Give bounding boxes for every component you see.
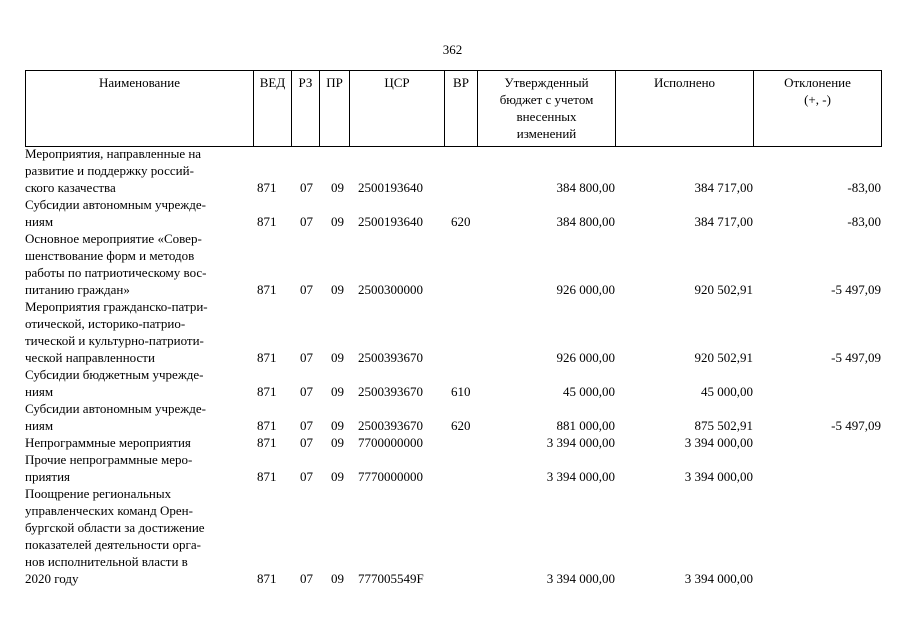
row-name [25, 145, 239, 196]
table-row [25, 400, 881, 434]
row-vr: 620 [451, 418, 471, 433]
row-done: 384 717,00 [694, 214, 753, 229]
table-row [25, 230, 881, 298]
row-vr: 620 [451, 214, 471, 229]
row-vr: 610 [451, 384, 471, 399]
row-name-line: нов исполнительной власти в [25, 554, 188, 569]
table-row [25, 196, 881, 230]
header-name: Наименование [26, 71, 254, 147]
header-ved: ВЕД [254, 71, 292, 147]
header-budget: Утвержденный бюджет с учетом внесенных изменений [478, 71, 616, 147]
row-rz: 07 [300, 435, 313, 450]
row-done: 920 502,91 [694, 350, 753, 365]
row-name-line: 2020 году [25, 571, 79, 586]
row-deviation: -5 497,09 [831, 350, 881, 365]
row-done: 384 717,00 [694, 180, 753, 195]
row-ved: 871 [257, 571, 277, 586]
row-budget: 3 394 000,00 [546, 435, 615, 450]
row-ved: 871 [257, 180, 277, 195]
row-pr: 09 [331, 469, 344, 484]
row-budget: 926 000,00 [556, 350, 615, 365]
row-name-line: Основное мероприятие «Совер- [25, 231, 202, 246]
row-name [25, 434, 239, 451]
header-pr: ПР [320, 71, 350, 147]
row-name-line: ниям [25, 384, 54, 399]
row-name [25, 451, 239, 485]
row-pr: 09 [331, 418, 344, 433]
row-csr: 7700000000 [358, 435, 423, 450]
row-ved: 871 [257, 384, 277, 399]
row-budget: 45 000,00 [563, 384, 615, 399]
row-pr: 09 [331, 571, 344, 586]
row-name-line: Прочие непрограммные меро- [25, 452, 193, 467]
row-budget: 3 394 000,00 [546, 571, 615, 586]
row-csr: 2500393670 [358, 350, 423, 365]
row-name-line: Поощрение региональных [25, 486, 172, 501]
row-done: 3 394 000,00 [684, 435, 753, 450]
table-row [25, 434, 881, 451]
row-pr: 09 [331, 282, 344, 297]
row-ved: 871 [257, 435, 277, 450]
row-rz: 07 [300, 282, 313, 297]
row-rz: 07 [300, 214, 313, 229]
row-ved: 871 [257, 350, 277, 365]
row-csr: 2500393670 [358, 384, 423, 399]
row-csr: 2500300000 [358, 282, 423, 297]
row-deviation: -5 497,09 [831, 418, 881, 433]
row-name-line: приятия [25, 469, 71, 484]
row-name-line: ческой направленности [25, 350, 155, 365]
row-name-line: бургской области за достижение [25, 520, 205, 535]
row-pr: 09 [331, 350, 344, 365]
row-budget: 3 394 000,00 [546, 469, 615, 484]
row-rz: 07 [300, 350, 313, 365]
row-budget: 926 000,00 [556, 282, 615, 297]
row-name-line: питанию граждан» [25, 282, 130, 297]
row-ved: 871 [257, 214, 277, 229]
row-name [25, 230, 239, 298]
header-vr: ВР [445, 71, 478, 147]
row-csr: 7770000000 [358, 469, 423, 484]
row-name-line: Непрограммные мероприятия [25, 435, 191, 450]
row-deviation: -83,00 [847, 214, 881, 229]
header-deviation: Отклонение (+, -) [754, 71, 882, 147]
row-done: 3 394 000,00 [684, 571, 753, 586]
row-name-line: Субсидии бюджетным учрежде- [25, 367, 204, 382]
row-done: 920 502,91 [694, 282, 753, 297]
row-csr: 2500193640 [358, 180, 423, 195]
row-pr: 09 [331, 214, 344, 229]
row-done: 875 502,91 [694, 418, 753, 433]
row-name-line: тической и культурно-патриоти- [25, 333, 204, 348]
row-name-line: ского казачества [25, 180, 116, 195]
row-name [25, 400, 239, 434]
row-name-line: ниям [25, 214, 54, 229]
row-deviation: -83,00 [847, 180, 881, 195]
table-row [25, 298, 881, 366]
table-row [25, 145, 881, 196]
row-csr: 2500393670 [358, 418, 423, 433]
row-name [25, 485, 239, 587]
row-rz: 07 [300, 418, 313, 433]
table-row [25, 451, 881, 485]
table-row [25, 485, 881, 587]
table-header [25, 70, 882, 147]
row-name [25, 196, 239, 230]
row-name-line: отической, историко-патрио- [25, 316, 186, 331]
row-name-line: управленческих команд Орен- [25, 503, 193, 518]
row-name-line: Субсидии автономным учрежде- [25, 197, 206, 212]
row-rz: 07 [300, 469, 313, 484]
row-name [25, 366, 239, 400]
row-done: 3 394 000,00 [684, 469, 753, 484]
header-csr: ЦСР [350, 71, 445, 147]
table-row [25, 366, 881, 400]
row-pr: 09 [331, 435, 344, 450]
row-ved: 871 [257, 282, 277, 297]
row-name-line: работы по патриотическому вос- [25, 265, 207, 280]
row-name-line: развитие и поддержку россий- [25, 163, 194, 178]
row-name-line: показателей деятельности орга- [25, 537, 201, 552]
row-name-line: Мероприятия, направленные на [25, 146, 202, 161]
row-rz: 07 [300, 571, 313, 586]
row-pr: 09 [331, 384, 344, 399]
row-budget: 384 800,00 [556, 214, 615, 229]
table-body [25, 145, 881, 587]
row-pr: 09 [331, 180, 344, 195]
header-done: Исполнено [616, 71, 754, 147]
header-rz: РЗ [292, 71, 320, 147]
row-budget: 384 800,00 [556, 180, 615, 195]
row-deviation: -5 497,09 [831, 282, 881, 297]
row-name-line: ниям [25, 418, 54, 433]
row-name-line: шенствование форм и методов [25, 248, 195, 263]
row-rz: 07 [300, 384, 313, 399]
page-number: 362 [442, 42, 463, 57]
row-name-line: Субсидии автономным учрежде- [25, 401, 206, 416]
row-ved: 871 [257, 418, 277, 433]
row-csr: 777005549F [358, 571, 424, 586]
row-rz: 07 [300, 180, 313, 195]
row-name-line: Мероприятия гражданско-патри- [25, 299, 208, 314]
row-ved: 871 [257, 469, 277, 484]
row-budget: 881 000,00 [556, 418, 615, 433]
row-done: 45 000,00 [701, 384, 753, 399]
row-csr: 2500193640 [358, 214, 423, 229]
row-name [25, 298, 239, 366]
